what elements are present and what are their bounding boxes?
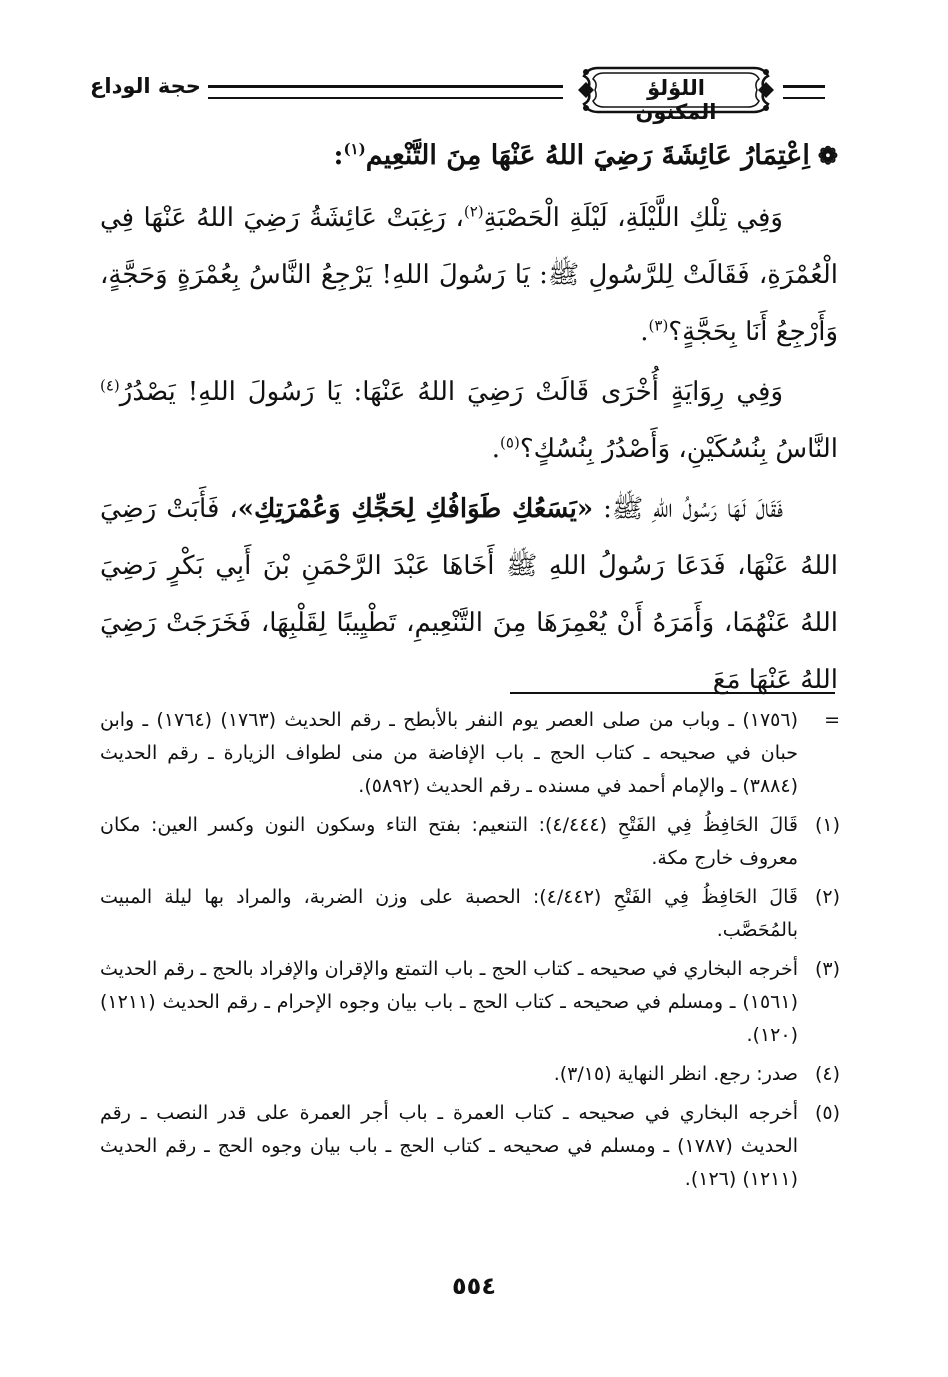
footnote-ref: (٤) [100,376,120,395]
section-title: حجة الوداع [90,74,201,98]
header-rule-left [208,85,563,99]
paragraph-2 [100,364,838,478]
header-rule-right [783,85,825,99]
paragraph-1 [100,190,838,361]
footnote-number: (٤) [814,1063,840,1085]
footnote-ref: (٣) [648,316,669,335]
running-header [88,62,858,124]
footnote-text: قَالَ الحَافِظُ فِي الفَتْحِ (٤/٤٤٤): التنعيم: بفتح التاء وسكون النون وكسر العين: مكان معروف خارج مكة. [100,814,798,869]
paragraph-3-text-a: فَقَالَ لَهَا رَسُولُ اللهِ ﷺ: [593,494,783,524]
footnote-number: (٢) [814,886,840,908]
footnote-item [100,1097,840,1196]
section-heading [100,128,838,184]
footnote-text: (١٧٥٦) ـ وباب من صلى العصر يوم النفر بالأبطح ـ رقم الحديث (١٧٦٣) (١٧٦٤) ـ وابن حبان في صحيحه ـ كتاب الحج ـ باب الإفاضة من منى لطواف الزيارة ـ رقم الحديث (٣٨٨٤) ـ والإمام أحمد في مسنده ـ رقم الحديث (٥٨٩٢). [100,709,798,797]
footnotes [100,704,840,1202]
footnote-item [100,881,840,947]
footnote-number: = [824,709,840,731]
footnote-number: (١) [814,814,840,836]
footnote-ref: (٢) [463,202,484,221]
paragraph-3-text-b: ، فَأَبَتْ رَضِيَ اللهُ عَنْهَا، فَدَعَا رَسُولُ اللهِ ﷺ أَخَاهَا عَبْدَ الرَّحْمَنِ بْنَ أَبِي بَكْرٍ رَضِيَ اللهُ عَنْهُمَا، وَأَمَرَهُ أَنْ يُعْمِرَهَا مِنَ التَّنْعِيمِ، تَطْيِيبًا لِقَلْبِهَا، فَخَرَجَتْ رَضِيَ اللهُ عَنْهَا مَعَ [100,494,838,695]
footnote-text: صدر: رجع. انظر النهاية (٣/١٥). [553,1063,798,1085]
main-text [100,128,838,712]
paragraph-2-text-a: وَفِي رِوَايَةٍ أُخْرَى قَالَتْ رَضِيَ اللهُ عَنْهَا: يَا رَسُولَ اللهِ! يَصْدُرُ [119,377,783,407]
footnote-ref: (١) [343,140,366,158]
paragraph-2-text-b: النَّاسُ بِنُسُكَيْنِ، وَأَصْدُرُ بِنُسُكٍ؟ [519,434,838,464]
footnote-number: (٣) [814,958,840,980]
footnote-text: أخرجه البخاري في صحيحه ـ كتاب الحج ـ باب التمتع والإقران والإفراد بالحج ـ رقم الحديث (١٥٦١) ـ ومسلم في صحيحه ـ كتاب الحج ـ باب بيان وجوه الإحرام ـ رقم الحديث (١٢١١) (١٢٠). [100,958,798,1046]
hadith-quote: «يَسَعُكِ طَوَافُكِ لِحَجِّكِ وَعُمْرَتِكِ» [237,494,594,524]
footnote-ref: (٥) [500,433,520,452]
heading-colon: : [333,140,344,171]
footnote-item [100,953,840,1052]
book-title: اللؤلؤ المكنون [635,76,717,124]
footnote-item [100,1058,840,1091]
footnote-text: قَالَ الحَافِظُ فِي الفَتْحِ (٤/٤٤٢): الحصبة على وزن الضربة، والمراد بها ليلة المبيت بالمُحَصَّب. [100,886,798,941]
footnote-item [100,809,840,875]
paragraph-1-text-c: . [640,317,649,347]
paragraph-1-text-a: وَفِي تِلْكِ اللَّيْلَةِ، لَيْلَةِ الْحَصْبَةِ [483,203,783,233]
book-title-ornament [576,62,776,124]
flower-bullet-icon: ❁ [817,141,838,170]
footnote-text: أخرجه البخاري في صحيحه ـ كتاب العمرة ـ باب أجر العمرة على قدر النصب ـ رقم الحديث (١٧٨٧) ـ ومسلم في صحيحه ـ كتاب الحج ـ باب بيان وجوه الحج ـ رقم الحديث (١٢١١) (١٢٦). [100,1102,798,1190]
paragraph-3 [100,481,838,709]
paragraph-2-text-c: . [491,434,501,464]
footnote-item [100,704,840,803]
page-number: ٥٥٤ [452,1272,496,1300]
paragraph-1-text-b: ، رَغِبَتْ عَائِشَةُ رَضِيَ اللهُ عَنْهَا فِي الْعُمْرَةِ، فَقَالَتْ لِلرَّسُولِ ﷺ: يَا رَسُولَ اللهِ! يَرْجِعُ النَّاسُ بِعُمْرَةٍ وَحَجَّةٍ، وَأَرْجِعُ أَنَا بِحَجَّةٍ؟ [100,203,838,347]
heading-text: اِعْتِمَارُ عَائِشَةَ رَضِيَ اللهُ عَنْهَا مِنَ التَّنْعِيم [365,140,810,171]
footnote-separator [510,692,835,694]
footnote-number: (٥) [814,1102,840,1124]
